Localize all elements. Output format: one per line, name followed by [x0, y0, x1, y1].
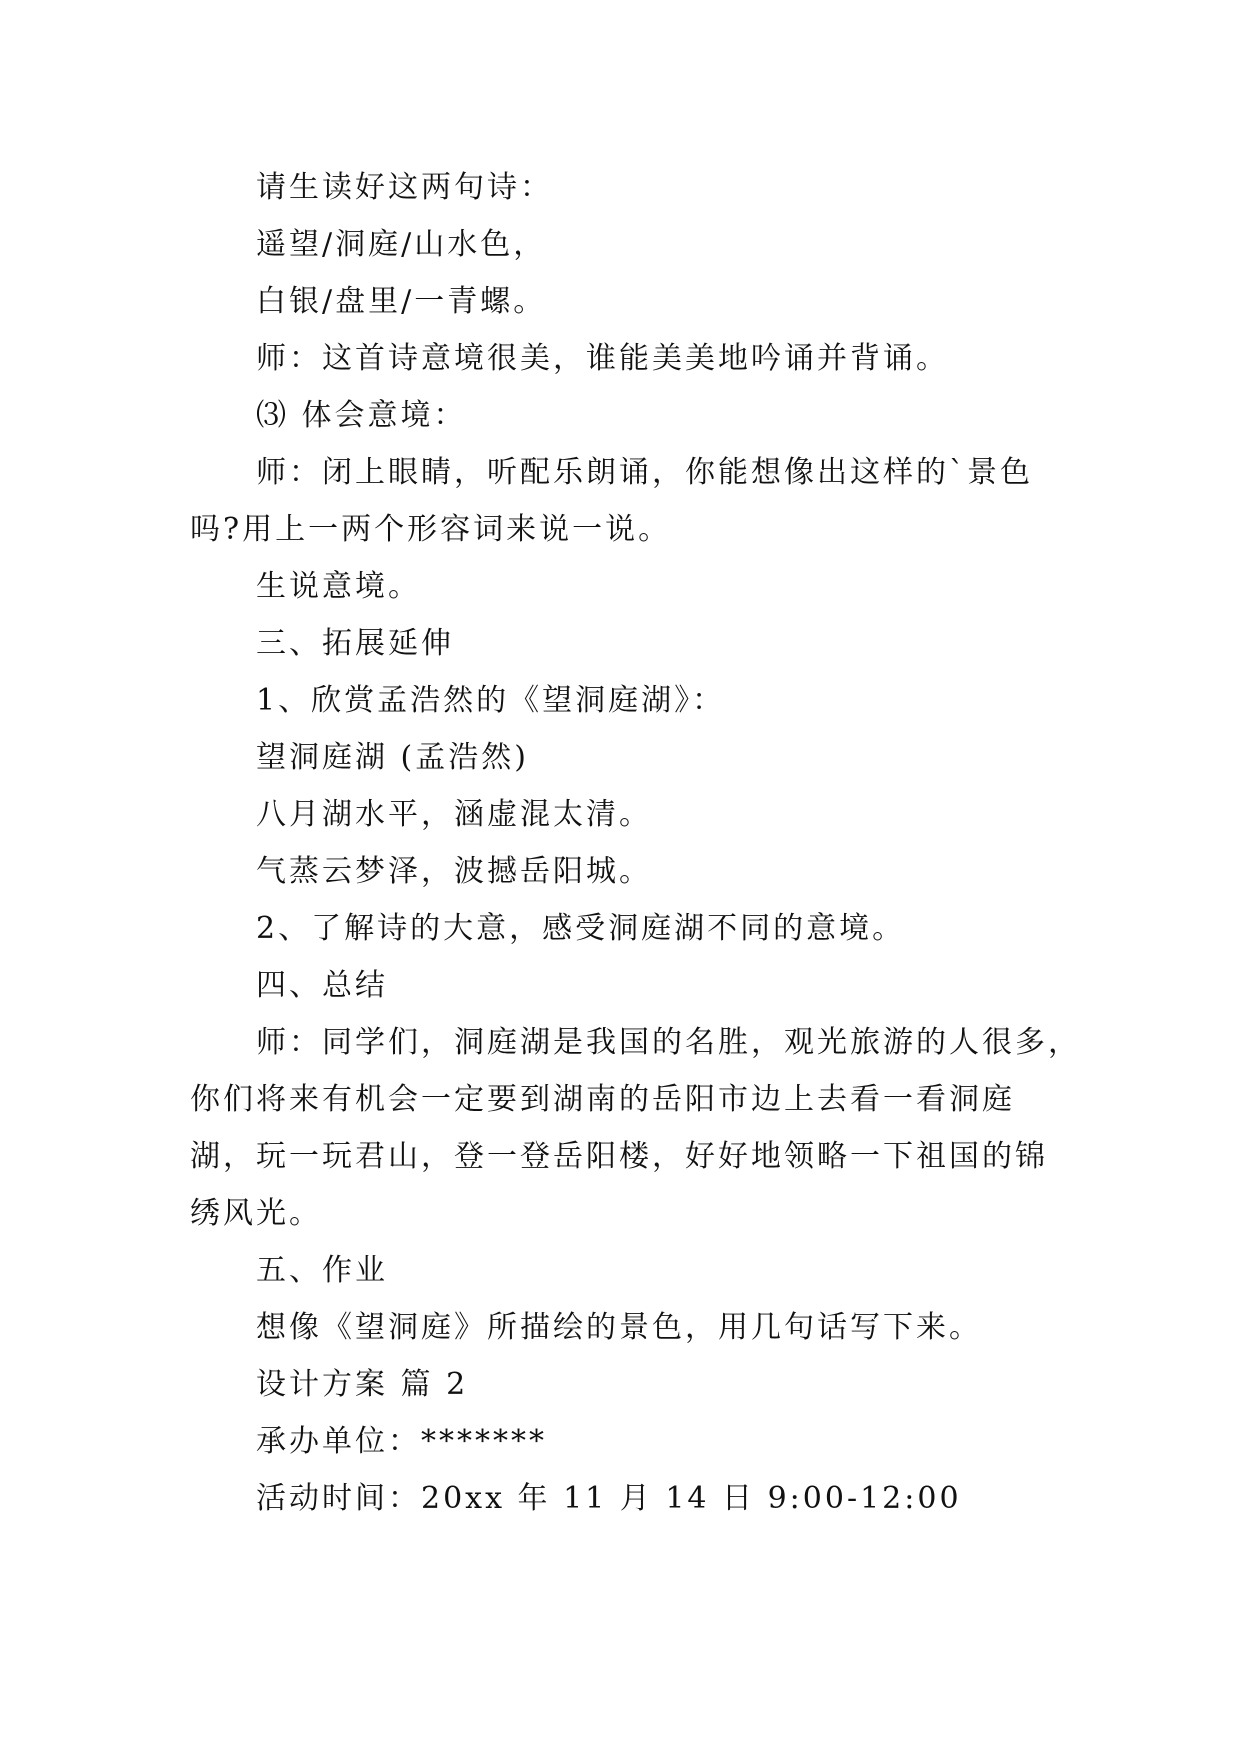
poem-verse-1: 八月湖水平，涵虚混太清。: [256, 797, 652, 832]
teacher-line-imagine-2: 吗?用上一两个形容词来说一说。: [190, 512, 672, 547]
teacher-line-imagine-1: 师：闭上眼睛，听配乐朗诵，你能想像出这样的`景色: [256, 455, 1033, 490]
extension-item-1: 1、欣赏孟浩然的《望洞庭湖》：: [256, 683, 726, 718]
section-heading-extension: 三、拓展延伸: [256, 626, 454, 661]
section-experience-mood: ⑶ 体会意境：: [256, 398, 467, 433]
summary-line-3: 湖，玩一玩君山，登一登岳阳楼，好好地领略一下祖国的锦: [190, 1139, 1048, 1174]
summary-line-4: 绣风光。: [190, 1196, 322, 1231]
poem-title: 望洞庭湖 (孟浩然): [256, 740, 529, 775]
student-mood-line: 生说意境。: [256, 569, 421, 604]
summary-line-1: 师：同学们，洞庭湖是我国的名胜，观光旅游的人很多，: [256, 1025, 1081, 1060]
section-heading-homework: 五、作业: [256, 1253, 388, 1288]
section-heading-summary: 四、总结: [256, 968, 388, 1003]
extension-item-2: 2、了解诗的大意，感受洞庭湖不同的意境。: [256, 911, 906, 946]
homework-text: 想像《望洞庭》所描绘的景色，用几句话写下来。: [256, 1310, 982, 1345]
poem-line-2: 白银/盘里/一青螺。: [256, 284, 547, 319]
paragraph-instruction: 请生读好这两句诗：: [256, 170, 553, 205]
teacher-line-recite: 师：这首诗意境很美，谁能美美地吟诵并背诵。: [256, 341, 949, 376]
poem-verse-2: 气蒸云梦泽，波撼岳阳城。: [256, 854, 652, 889]
activity-time-line: 活动时间：20xx 年 11 月 14 日 9:00-12:00: [256, 1481, 962, 1516]
organizer-line: 承办单位：*******: [256, 1424, 547, 1459]
summary-line-2: 你们将来有机会一定要到湖南的岳阳市边上去看一看洞庭: [190, 1082, 1015, 1117]
plan-heading: 设计方案 篇 2: [256, 1367, 469, 1402]
poem-line-1: 遥望/洞庭/山水色，: [256, 227, 547, 262]
